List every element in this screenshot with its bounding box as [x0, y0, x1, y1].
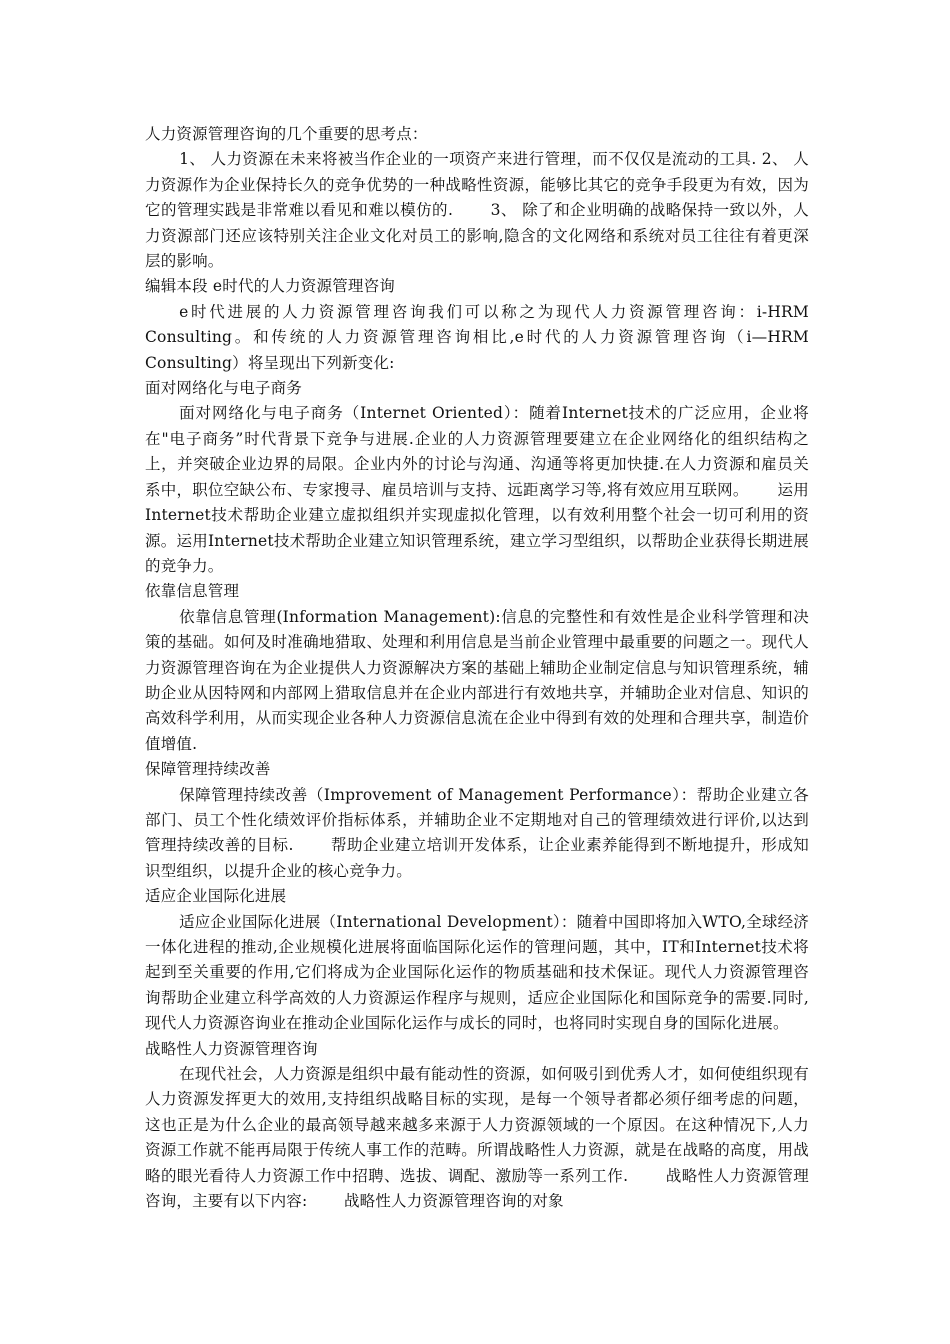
paragraph-thinking-points: 1、 人力资源在未来将被当作企业的一项资产来进行管理，而不仅仅是流动的工具. 2、 人力资源作为企业保持长久的竞争优势的一种战略性资源，能够比其它的竞争手段更为有效，因为它的管理实践是非常难以看见和难以模仿的. 3、 除了和企业明确的战略保持一致以外，人力资源部门还应该特别关注企业文化对员工的影响,隐含的文化网络和系统对员工往往有着更深层的影响。 [145, 150, 809, 271]
paragraph-internet: 面对网络化与电子商务（Internet Oriented）：随着Internet技术的广泛应用，企业将在"电子商务”时代背景下竞争与进展.企业的人力资源管理要建立在企业网络化的组织结构之上，并突破企业边界的局限。企业内外的讨论与沟通、沟通等将更加快捷.在人力资源和雇员关系中，职位空缺公布、专家搜寻、雇员培训与支持、远距离学习等,将有效应用互联网。 运用Internet技术帮助企业建立虚拟组织并实现虚拟化管理，以有效利用整个社会一切可利用的资源。运用Internet技术帮助企业建立知识管理系统，建立学习型组织，以帮助企业获得长期进展的竞争力。 [145, 404, 809, 575]
section-heading-thinking-points: 人力资源管理咨询的几个重要的思考点： [145, 125, 428, 143]
section-heading-information: 依靠信息管理 [145, 582, 240, 601]
paragraph-improvement: 保障管理持续改善（Improvement of Management Performance）：帮助企业建立各部门、员工个性化绩效评价指标体系，并辅助企业不定期地对自己的管理绩效进行评价,以达到管理持续改善的目标. 帮助企业建立培训开发体系，让企业素养能得到不断地提升，形成知识型组织，以提升企业的核心竞争力。 [145, 785, 809, 880]
paragraph-international: 适应企业国际化进展（International Development）：随着中国即将加入WTO,全球经济一体化进程的推动,企业规模化进展将面临国际化运作的管理问题，其中，IT和Internet技术将起到至关重要的作用,它们将成为企业国际化运作的物质基础和技术保证。现代人力资源管理咨询帮助企业建立科学高效的人力资源运作程序与规则，适应企业国际化和国际竞争的需要.同时,现代人力资源咨询业在推动企业国际化运作与成长的同时，也将同时实现自身的国际化进展。 [145, 912, 809, 1033]
section-heading-internet: 面对网络化与电子商务 [145, 379, 303, 398]
document-body [145, 122, 809, 1214]
paragraph-strategic: 在现代社会，人力资源是组织中最有能动性的资源，如何吸引到优秀人才，如何使组织现有人力资源发挥更大的效用,支持组织战略目标的实现，是每一个领导者都必须仔细考虑的问题，这也正是为什么企业的最高领导越来越多来源于人力资源领域的一个原因。在这种情况下,人力资源工作就不能再局限于传统人事工作的范畴。所谓战略性人力资源，就是在战略的高度，用战略的眼光看待人力资源工作中招聘、选拔、调配、激励等一系列工作. 战略性人力资源管理咨询，主要有以下内容: 战略性人力资源管理咨询的对象 [145, 1065, 809, 1211]
section-heading-international: 适应企业国际化进展 [145, 887, 287, 906]
section-heading-e-era: 编辑本段 e时代的人力资源管理咨询 [145, 277, 396, 296]
paragraph-information: 依靠信息管理(Information Management):信息的完整性和有效性是企业科学管理和决策的基础。如何及时准确地猎取、处理和利用信息是当前企业管理中最重要的问题之一。现代人力资源管理咨询在为企业提供人力资源解决方案的基础上辅助企业制定信息与知识管理系统，辅助企业从因特网和内部网上猎取信息并在企业内部进行有效地共享，并辅助企业对信息、知识的高效科学利用，从而实现企业各种人力资源信息流在企业中得到有效的处理和合理共享，制造价值增值. [145, 607, 809, 753]
section-heading-strategic: 战略性人力资源管理咨询 [145, 1039, 318, 1058]
paragraph-e-era: e时代进展的人力资源管理咨询我们可以称之为现代人力资源管理咨询：i-HRM Consulting。和传统的人力资源管理咨询相比,e时代的人力资源管理咨询（i—HRM Consulting）将呈现出下列新变化: [145, 302, 809, 372]
section-heading-improvement: 保障管理持续改善 [145, 760, 271, 779]
